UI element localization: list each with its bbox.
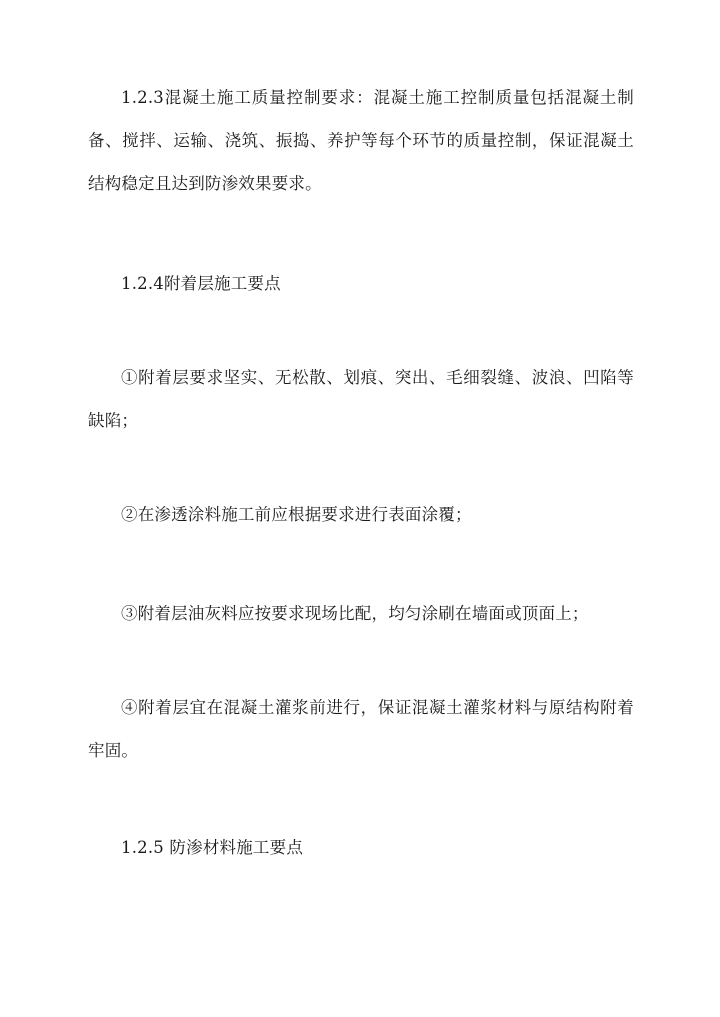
- list-item-attachment-layer-requirement-4: ④附着层宜在混凝土灌浆前进行，保证混凝土灌浆材料与原结构附着牢固。: [88, 698, 634, 760]
- list-item-attachment-layer-requirement-1: ①附着层要求坚实、无松散、划痕、突出、毛细裂缝、波浪、凹陷等缺陷；: [88, 368, 634, 430]
- heading-seepage-material-construction: 1.2.5 防渗材料施工要点: [121, 838, 304, 857]
- list-item-attachment-layer-requirement-3: ③附着层油灰料应按要求现场比配，均匀涂刷在墙面或顶面上；: [121, 604, 589, 623]
- heading-attachment-layer-construction: 1.2.4附着层施工要点: [121, 274, 281, 293]
- list-item-attachment-layer-requirement-2: ②在渗透涂料施工前应根据要求进行表面涂覆；: [121, 505, 472, 524]
- paragraph-concrete-quality-control: 1.2.3混凝土施工质量控制要求：混凝土施工控制质量包括混凝土制备、搅拌、运输、浇筑、振捣、养护等每个环节的质量控制，保证混凝土结构稳定且达到防渗效果要求。: [88, 88, 634, 193]
